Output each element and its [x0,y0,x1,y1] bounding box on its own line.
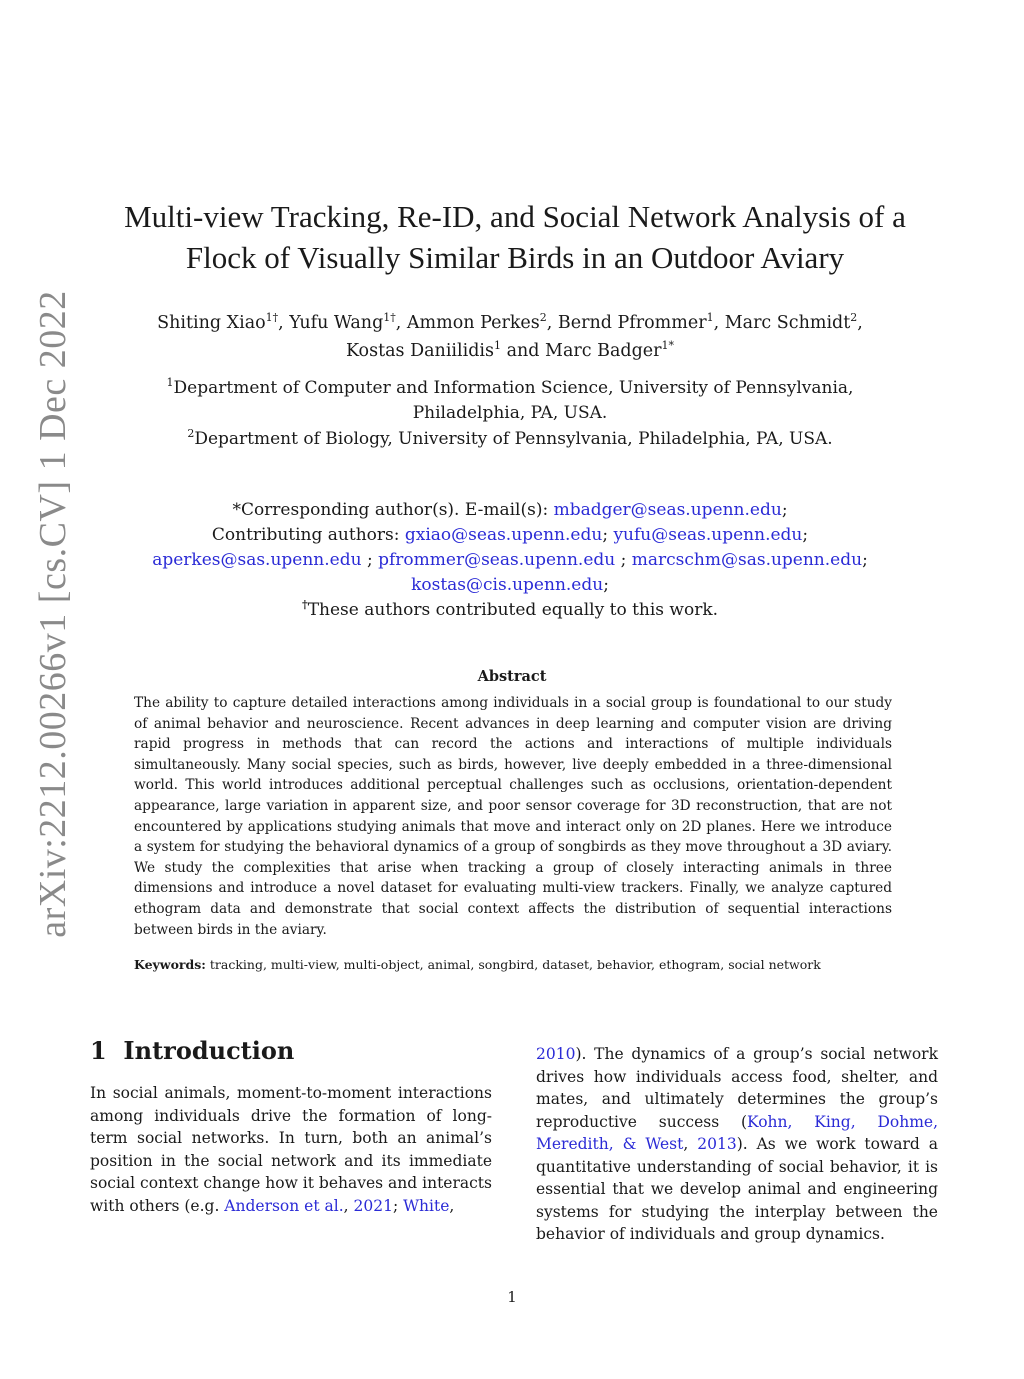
author-name: , Marc Schmidt [713,313,851,333]
separator: ; [802,525,809,545]
abstract-heading: Abstract [477,668,547,685]
section-number: 1 [90,1036,107,1065]
separator: ; [862,550,868,570]
email-link[interactable]: kostas@cis.upenn.edu [411,575,604,595]
section-heading [90,1033,294,1069]
citation-link[interactable]: 2013 [697,1135,737,1153]
separator: ; [603,575,609,595]
author-name: , Bernd Pfrommer [546,313,707,333]
author-affiliation-mark: 1 [494,339,501,352]
separator: ; [602,525,609,545]
intro-left-column [90,1082,492,1217]
email-link[interactable]: marcschm@sas.upenn.edu [631,550,863,570]
author-affiliation-mark: 1† [383,311,396,324]
author-affiliation-mark: 1* [661,339,675,352]
paragraph-text: ). The dynamics of a group’s social network drives how individuals access food, shelter, and mates, and ultimately determines the group’s reproductive success ( [536,1045,938,1131]
paragraph-text: In social animals, moment-to-moment interactions among individuals drive the formation of long-term social networks. In turn, both an animal’s position in the social network and its immediate social context change how it behaves and interacts with others (e.g. [90,1084,492,1215]
citation-link[interactable]: White [403,1196,450,1215]
email-link[interactable]: yufu@seas.upenn.edu [613,525,803,545]
citation-separator: , [683,1135,698,1153]
equal-contribution-text: These authors contributed equally to this work. [307,600,719,620]
keywords [134,957,904,972]
author-name: , Yufu Wang [278,313,384,333]
corresponding-email-link[interactable]: mbadger@seas.upenn.edu [553,500,782,520]
affiliation-text: Department of Biology, University of Pennsylvania, Philadelphia, PA, USA. [194,429,833,449]
author-affiliation-mark: 1 [706,311,714,324]
dagger-mark: † [301,598,308,611]
citation-link[interactable]: 2010 [536,1045,576,1063]
author-name: Shiting Xiao [157,313,266,333]
author-affiliation-mark: 1† [265,311,279,324]
affiliation-mark: 2 [187,427,195,440]
affiliation-2 [130,427,890,452]
email-link[interactable]: aperkes@sas.upenn.edu [152,550,362,570]
contributing-authors-line [130,523,890,548]
citation-separator: , [449,1196,455,1215]
email-link[interactable]: pfrommer@seas.upenn.edu [378,550,616,570]
citation-separator: ; [392,1196,404,1215]
section-title: Introduction [123,1036,295,1065]
page-number: 1 [507,1288,517,1306]
author-affiliation-mark: 2 [850,311,858,324]
separator: ; [615,550,632,570]
intro-right-column [536,1043,938,1246]
corresponding-author-line [130,498,890,523]
separator: ; [361,550,379,570]
citation-link[interactable]: Kohn, King, Dohme, Meredith, & West [536,1112,939,1153]
citation-link[interactable]: Anderson et al. [224,1196,344,1215]
separator: ; [781,500,788,520]
affiliation-mark: 1 [166,376,174,389]
keywords-text: tracking, multi-view, multi-object, animal, songbird, dataset, behavior, ethogram, social network [205,957,821,972]
email-link[interactable]: gxiao@seas.upenn.edu [404,525,603,545]
contributing-label: Contributing authors: [211,525,405,545]
author-name: , Kostas Daniilidis [345,313,863,361]
contributing-emails-line [130,548,890,573]
equal-contribution-note [130,598,890,623]
author-name: , Ammon Perkes [395,313,540,333]
corresponding-label: *Corresponding author(s). E-mail(s): [232,500,554,520]
author-list [130,309,890,365]
citation-separator: , [343,1196,354,1215]
author-name: and Marc Badger [501,341,662,361]
contributing-emails-line [130,573,890,598]
citation-link[interactable]: 2021 [353,1196,393,1215]
abstract-text: The ability to capture detailed interactions among individuals in a social group is foundational to our study of animal behavior and neuroscience. Recent advances in deep learning and computer vision are driving rapid progress in methods that can record the actions and interactions of multiple individuals simultaneously. Many social species, such as birds, however, live deeply embedded in a three-dimensional world. This world introduces additional perceptual challenges such as occlusions, orientation-dependent appearance, large variation in apparent size, and poor sensor coverage for 3D reconstruction, that are not encountered by applications studying animals that move and interact only on 2D planes. Here we introduce a system for studying the behavioral dynamics of a group of songbirds as they move throughout a 3D aviary. We study the complexities that arise when tracking a group of closely interacting animals in three dimensions and introduce a novel dataset for evaluating multi-view trackers. Finally, we analyze captured ethogram data and demonstrate that social context affects the distribution of sequential interactions between birds in the aviary. [134,695,892,938]
paper-title: Multi-view Tracking, Re-ID, and Social Network Analysis of a Flock of Visually Similar Birds in an Outdoor Aviary [124,199,906,275]
affiliation-1 [130,376,890,426]
author-affiliation-mark: 2 [539,311,547,324]
arxiv-identifier-stamp[interactable]: arXiv:2212.00266v1 [cs.CV] 1 Dec 2022 [32,290,74,938]
affiliation-text: Department of Computer and Information Science, University of Pennsylvania, Philadelphia, PA, USA. [173,378,854,423]
keywords-label: Keywords: [134,957,206,972]
paragraph-text: ). As we work toward a quantitative understanding of social behavior, it is essential that we develop animal and engineering systems for studying the interplay between the behavior of individuals and group dynamics. [536,1135,938,1243]
